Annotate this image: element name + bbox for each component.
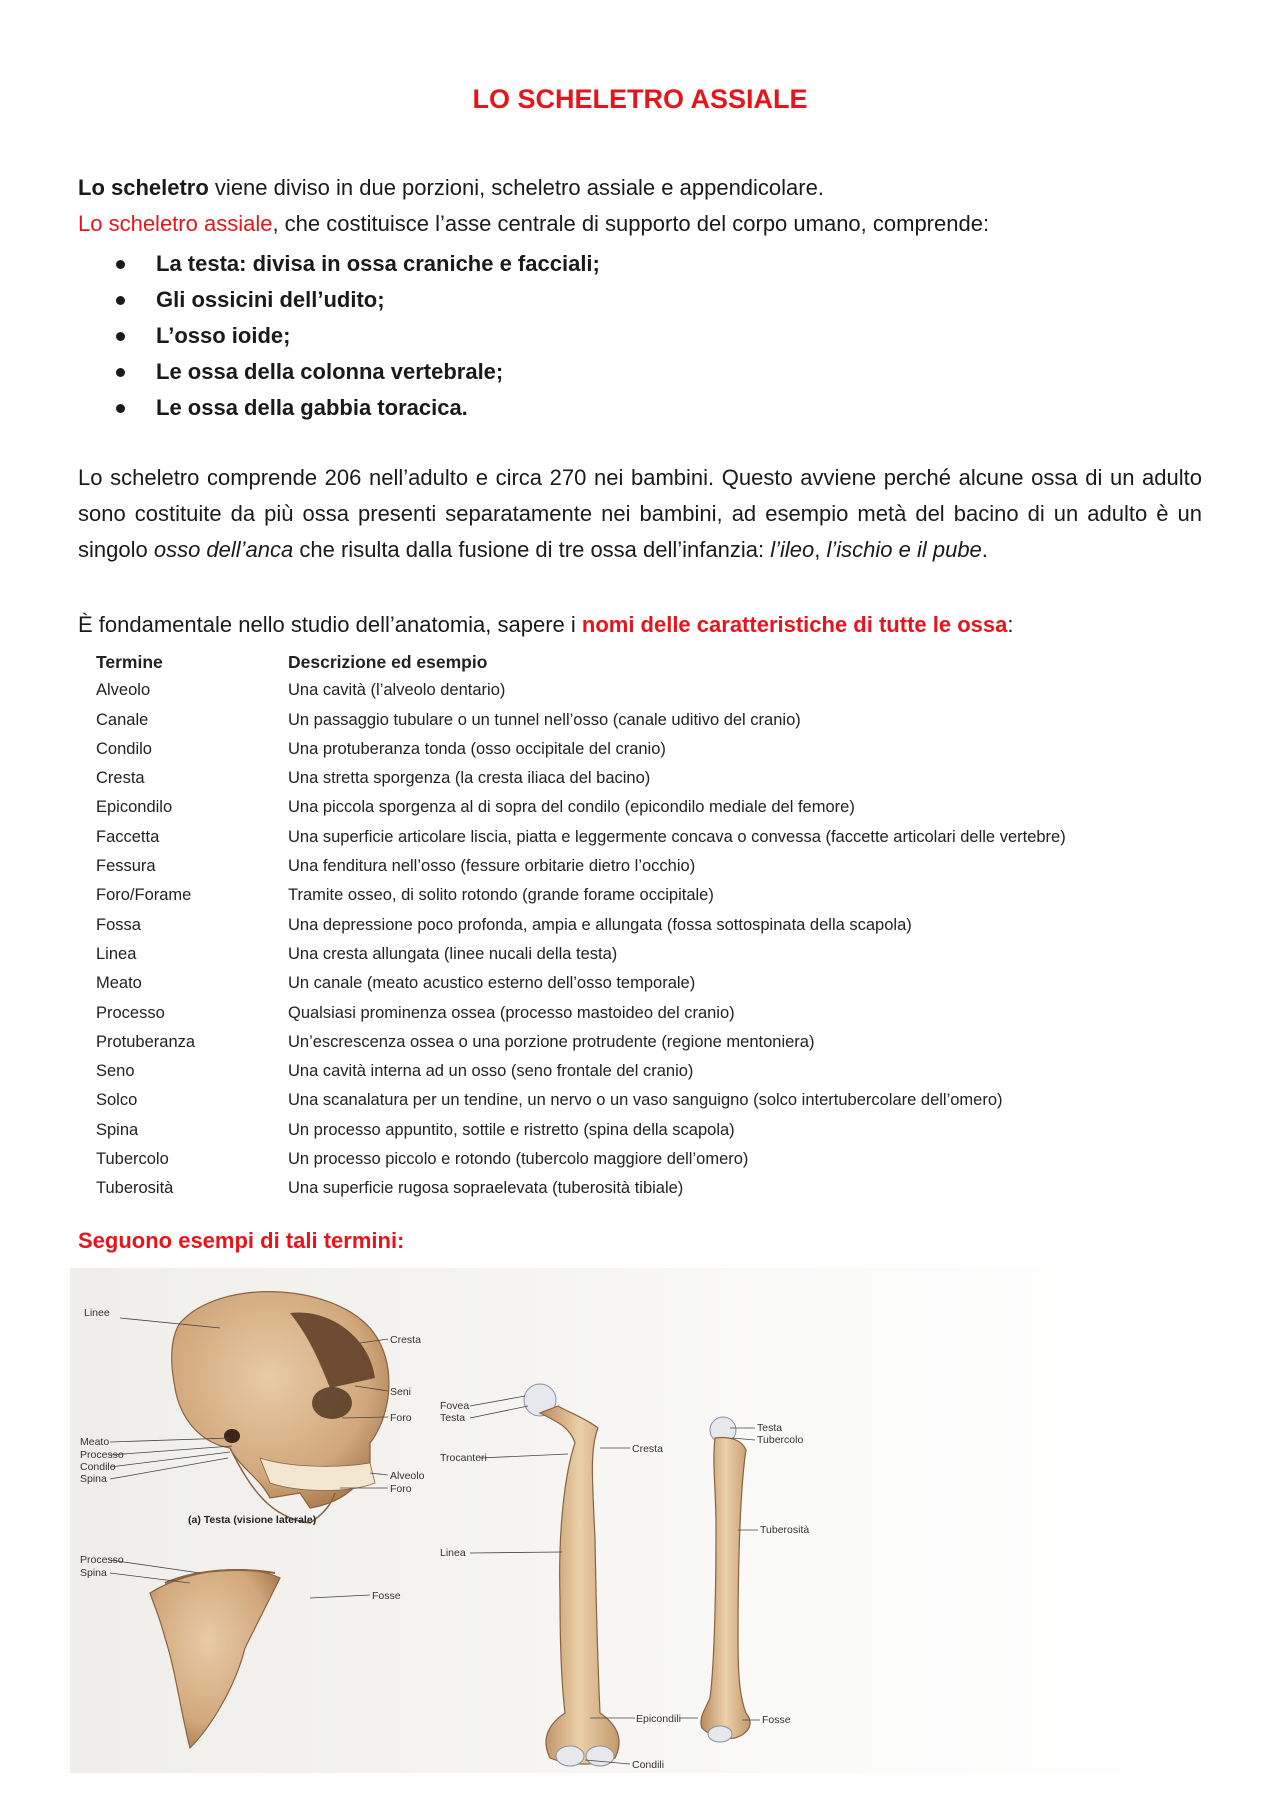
table-row: [88, 970, 1198, 999]
table-row: [88, 707, 1198, 736]
bone-figure: [70, 1268, 1160, 1773]
label-cresta-2: Cresta: [632, 1443, 663, 1455]
table-row: [88, 1029, 1198, 1058]
label-processo: Processo: [80, 1449, 124, 1461]
table-row: [88, 1000, 1198, 1029]
term-cell: Fossa: [96, 915, 141, 934]
list-item: L’osso ioide;: [78, 318, 600, 354]
term-cell: Tuberosità: [96, 1179, 174, 1198]
term-cell: Foro/Forame: [96, 886, 192, 905]
bone-illustration: [70, 1268, 1160, 1773]
term-cell: Solco: [96, 1091, 138, 1110]
label-fovea: Fovea: [440, 1400, 470, 1412]
table-row: [88, 677, 1198, 706]
label-spina: Spina: [80, 1473, 107, 1485]
terms-table: [88, 648, 1198, 1205]
description-cell: Un’escrescenza ossea o una porzione protrudente (regione mentoniera): [288, 1032, 815, 1051]
description-cell: Un passaggio tubulare o un tunnel nell’osso (canale uditivo del cranio): [288, 710, 801, 729]
term-cell: Canale: [96, 710, 149, 729]
header-term: Termine: [96, 652, 163, 672]
table-row: [88, 1146, 1198, 1175]
term-cell: Condilo: [96, 739, 152, 758]
table-row: [88, 853, 1198, 882]
table-row: [88, 1175, 1198, 1204]
label-condilo: Condilo: [80, 1461, 116, 1473]
label-tubercolo: Tubercolo: [757, 1434, 804, 1446]
list-item: Le ossa della colonna vertebrale;: [78, 354, 600, 390]
description-cell: Una cavità interna ad un osso (seno frontale del cranio): [288, 1062, 694, 1081]
femur-drawing: [524, 1384, 619, 1766]
description-cell: Una cresta allungata (linee nucali della testa): [288, 944, 618, 963]
description-cell: Un processo piccolo e rotondo (tubercolo maggiore dell’omero): [288, 1150, 749, 1169]
term-cell: Linea: [96, 944, 137, 963]
bullet-icon: [116, 296, 125, 305]
label-testa: Testa: [440, 1412, 466, 1424]
table-row: [88, 824, 1198, 853]
intro-text: viene diviso in due porzioni, scheletro assiale e appendicolare.: [208, 175, 824, 200]
table-header: [88, 648, 1198, 677]
label-condili: Condili: [632, 1759, 665, 1771]
description-cell: Un processo appuntito, sottile e ristretto (spina della scapola): [288, 1120, 735, 1139]
table-row: [88, 912, 1198, 941]
bullet-list: [78, 246, 600, 426]
bullet-icon: [116, 404, 125, 413]
table-row: [88, 882, 1198, 911]
label-fosse-2: Fosse: [762, 1714, 791, 1726]
term-cell: Processo: [96, 1003, 165, 1022]
label-testa-2: Testa: [757, 1422, 783, 1434]
description-cell: Una superficie rugosa sopraelevata (tuberosità tibiale): [288, 1179, 684, 1198]
list-item: Le ossa della gabbia toracica.: [78, 390, 600, 426]
header-desc: Descrizione ed esempio: [288, 652, 488, 672]
intro-red: Lo scheletro assiale: [78, 211, 273, 236]
list-item: La testa: divisa in ossa craniche e facciali;: [78, 246, 600, 282]
label-tuberosita: Tuberosità: [760, 1524, 810, 1536]
table-row: [88, 736, 1198, 765]
label-alveolo: Alveolo: [390, 1470, 425, 1482]
body-paragraph: Lo scheletro comprende 206 nell’adulto e circa 270 nei bambini. Questo avviene perché alcune ossa di un adulto sono costituite da più ossa presenti separatamente nei bambini, ad esempio metà del bacino di un adulto è un singolo osso dell’anca che risulta dalla fusione di tre ossa dell’infanzia: l’ileo, l’ischio e il pube.: [78, 465, 1202, 562]
description-cell: Una protuberanza tonda (osso occipitale del cranio): [288, 739, 666, 758]
term-cell: Epicondilo: [96, 798, 173, 817]
bullet-icon: [116, 368, 125, 377]
humerus-drawing: [701, 1417, 750, 1742]
intro-text-2: , che costituisce l’asse centrale di supporto del corpo umano, comprende:: [272, 211, 990, 236]
table-row: [88, 794, 1198, 823]
table-row: [88, 765, 1198, 794]
label-meato: Meato: [80, 1436, 110, 1448]
description-cell: Un canale (meato acustico esterno dell’osso temporale): [288, 974, 696, 993]
label-trocanteri: Trocanteri: [440, 1452, 487, 1464]
label-linee: Linee: [84, 1307, 110, 1319]
description-cell: Una cavità (l’alveolo dentario): [288, 681, 506, 700]
table-row: [88, 1058, 1198, 1087]
term-cell: Alveolo: [96, 681, 151, 700]
term-cell: Protuberanza: [96, 1032, 196, 1051]
intro-line-2: [78, 206, 1202, 242]
description-cell: Una stretta sporgenza (la cresta iliaca del bacino): [288, 769, 651, 788]
intro-line-1: [78, 170, 1202, 206]
table-row: [88, 941, 1198, 970]
description-cell: Qualsiasi prominenza ossea (processo mastoideo del cranio): [288, 1003, 735, 1022]
label-seni: Seni: [390, 1386, 412, 1398]
description-cell: Una depressione poco profonda, ampia e allungata (fossa sottospinata della scapola): [288, 915, 912, 934]
description-cell: Una scanalatura per un tendine, un nervo o un vaso sanguigno (solco intertubercolare dell’omero): [288, 1091, 1003, 1110]
term-cell: Tubercolo: [96, 1150, 169, 1169]
figure-caption: (a) Testa (visione laterale): [188, 1514, 317, 1526]
table-row: [88, 1087, 1198, 1116]
scapula-drawing: [150, 1570, 280, 1748]
description-cell: Una piccola sporgenza al di sopra del condilo (epicondilo mediale del femore): [288, 798, 855, 817]
page-title: LO SCHELETRO ASSIALE: [472, 84, 808, 114]
examples-heading: Seguono esempi di tali termini:: [78, 1228, 405, 1253]
bullet-icon: [116, 332, 125, 341]
label-epicondili: Epicondili: [636, 1713, 681, 1725]
description-cell: Una superficie articolare liscia, piatta e leggermente concava o convessa (faccette articolari delle vertebre): [288, 827, 1066, 846]
label-foro-2: Foro: [390, 1483, 412, 1495]
term-cell: Seno: [96, 1062, 135, 1081]
bullet-icon: [116, 260, 125, 269]
term-cell: Spina: [96, 1120, 139, 1139]
list-item: Gli ossicini dell’udito;: [78, 282, 600, 318]
label-fosse: Fosse: [372, 1590, 401, 1602]
intro-bold: Lo scheletro: [78, 175, 209, 200]
term-cell: Faccetta: [96, 827, 160, 846]
term-cell: Meato: [96, 974, 142, 993]
description-cell: Una fenditura nell’osso (fessure orbitarie dietro l’occhio): [288, 857, 696, 876]
term-cell: Fessura: [96, 857, 156, 876]
label-cresta: Cresta: [390, 1334, 421, 1346]
label-spina-2: Spina: [80, 1567, 107, 1579]
label-linea: Linea: [440, 1547, 466, 1559]
label-foro: Foro: [390, 1412, 412, 1424]
description-cell: Tramite osseo, di solito rotondo (grande forame occipitale): [288, 886, 714, 905]
study-line: È fondamentale nello studio dell’anatomia, sapere i nomi delle caratteristiche di tutte le ossa:: [78, 612, 1014, 637]
term-cell: Cresta: [96, 769, 145, 788]
table-row: [88, 1117, 1198, 1146]
label-processo-2: Processo: [80, 1554, 124, 1566]
